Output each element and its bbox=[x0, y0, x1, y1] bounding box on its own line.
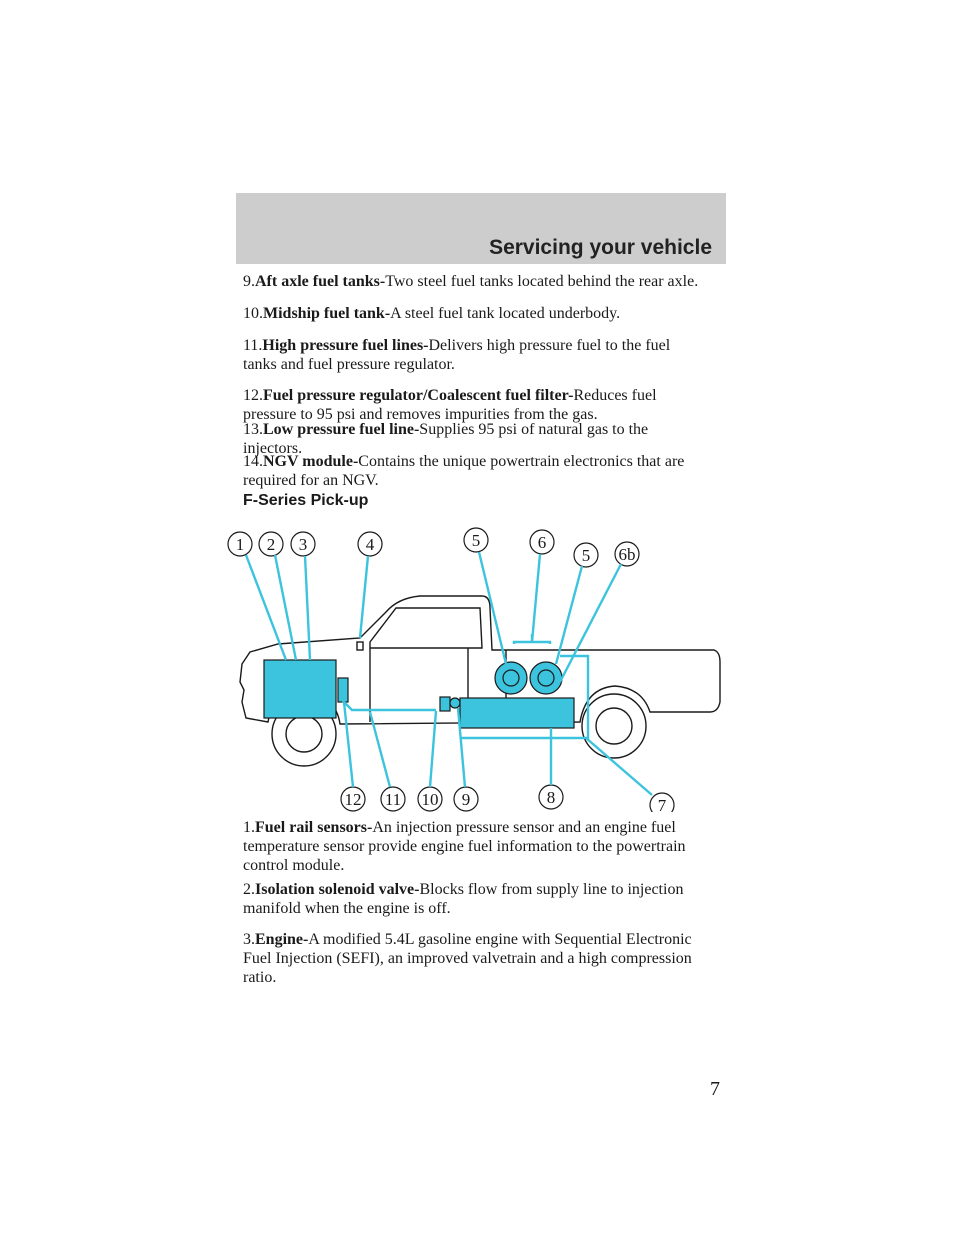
page-header-title: Servicing your vehicle bbox=[489, 236, 712, 259]
list-item bbox=[243, 272, 733, 291]
item-desc: Supplies 95 psi of natural gas to the bbox=[419, 421, 649, 438]
label-7: 7 bbox=[657, 796, 667, 812]
item-term: Low pressure fuel line- bbox=[263, 421, 420, 438]
item-desc: injectors. bbox=[243, 440, 303, 457]
item-desc: Blocks flow from supply line to injection bbox=[419, 881, 684, 898]
item-term: Isolation solenoid valve- bbox=[255, 881, 420, 898]
list-item bbox=[243, 818, 733, 875]
fuel-system bbox=[264, 660, 574, 728]
header-band bbox=[236, 193, 726, 264]
item-desc: temperature sensor provide engine fuel information to the powertrain bbox=[243, 838, 686, 855]
page-number: 7 bbox=[710, 1078, 720, 1100]
item-number: 10. bbox=[243, 305, 263, 322]
label-4: 4 bbox=[365, 535, 375, 554]
label-9: 9 bbox=[461, 790, 471, 809]
item-desc: Two steel fuel tanks located behind the rear axle. bbox=[385, 273, 699, 290]
item-number: 9. bbox=[243, 273, 255, 290]
list-item bbox=[243, 452, 733, 490]
item-term: Fuel pressure regulator/Coalescent fuel filter- bbox=[263, 387, 574, 404]
item-desc: tanks and fuel pressure regulator. bbox=[243, 356, 455, 373]
item-term: High pressure fuel lines- bbox=[262, 337, 429, 354]
list-item bbox=[243, 880, 733, 918]
item-desc: Contains the unique powertrain electronics that are bbox=[358, 453, 685, 470]
item-number: 1. bbox=[243, 819, 255, 836]
item-desc: A steel fuel tank located underbody. bbox=[390, 305, 621, 322]
label-3: 3 bbox=[298, 535, 308, 554]
item-desc: ratio. bbox=[243, 969, 277, 986]
item-term: Engine- bbox=[255, 931, 309, 948]
label-6b: 6b bbox=[618, 545, 636, 564]
item-number: 14. bbox=[243, 453, 263, 470]
item-desc: Fuel Injection (SEFI), an improved valvetrain and a high compression bbox=[243, 950, 692, 967]
item-desc: Reduces fuel bbox=[573, 387, 657, 404]
item-desc: An injection pressure sensor and an engine fuel bbox=[372, 819, 676, 836]
label-11: 11 bbox=[384, 790, 402, 809]
label-2: 2 bbox=[266, 535, 276, 554]
list-item bbox=[243, 930, 733, 987]
item-term: Midship fuel tank- bbox=[263, 305, 391, 322]
item-desc: manifold when the engine is off. bbox=[243, 900, 451, 917]
list-item bbox=[243, 304, 733, 323]
item-number: 12. bbox=[243, 387, 263, 404]
item-desc: A modified 5.4L gasoline engine with Sequential Electronic bbox=[308, 931, 692, 948]
item-term: NGV module- bbox=[263, 453, 359, 470]
truck-fuel-system-diagram bbox=[220, 512, 740, 812]
list-item bbox=[243, 386, 733, 424]
item-number: 11. bbox=[243, 337, 263, 354]
item-desc: pressure to 95 psi and removes impurities from the gas. bbox=[243, 406, 598, 423]
section-title: F-Series Pick-up bbox=[243, 492, 369, 509]
label-6: 6 bbox=[537, 533, 547, 552]
item-desc: control module. bbox=[243, 857, 345, 874]
item-number: 3. bbox=[243, 931, 255, 948]
label-12: 12 bbox=[344, 790, 362, 809]
label-5: 5 bbox=[471, 531, 481, 550]
label-5b: 5 bbox=[581, 546, 591, 565]
item-desc: required for an NGV. bbox=[243, 472, 379, 489]
item-term: Fuel rail sensors- bbox=[255, 819, 373, 836]
label-1: 1 bbox=[235, 535, 245, 554]
label-8: 8 bbox=[546, 788, 556, 807]
item-number: 2. bbox=[243, 881, 255, 898]
label-10: 10 bbox=[421, 790, 439, 809]
item-term: Aft axle fuel tanks- bbox=[255, 273, 386, 290]
item-desc: Delivers high pressure fuel to the fuel bbox=[428, 337, 671, 354]
item-number: 13. bbox=[243, 421, 263, 438]
list-item bbox=[243, 336, 733, 374]
